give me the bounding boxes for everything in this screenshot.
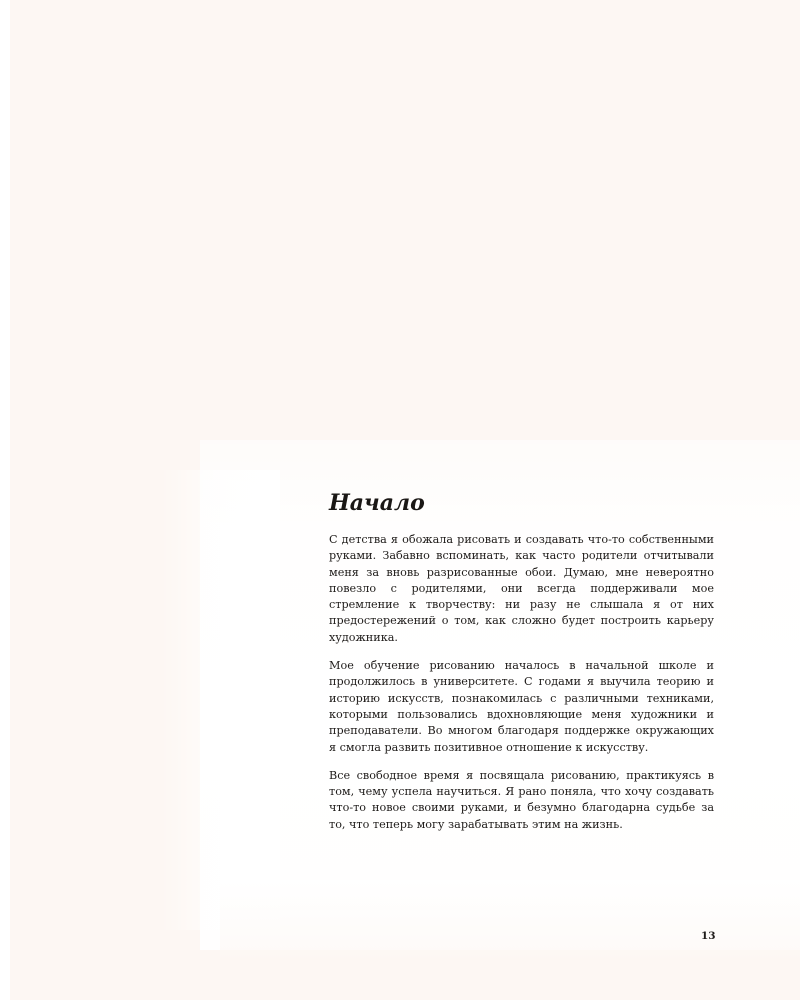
text-block	[329, 488, 714, 845]
paint-wash-bottom	[220, 880, 800, 960]
paragraph-3: Все свободное время я посвящала рисованию, практикуясь в том, чему успела научиться. Я рано поняла, что хочу создавать что-то новое своими руками, и безумно благодарна судьбе за то, что теперь могу зарабатывать этим на жизнь.	[329, 768, 714, 831]
paragraph-2: Мое обучение рисованию началось в начальной школе и продолжилось в университете. С годами я выучила теорию и историю искусств, познакомилась с различными техниками, которыми пользовались вдохновляющие меня художники и преподаватели. Во многом благодаря поддержке окружающих я смогла развить позитивное отношение к искусству.	[329, 659, 714, 754]
page-number: 13	[701, 930, 716, 942]
paragraph-1: С детства я обожала рисовать и создавать что-то собственными руками. Забавно вспоминать, как часто родители отчитывали меня за вновь разрисованные обои. Думаю, мне невероятно повезло с родителями, они всегда поддерживали мое стремление к творчеству: ни разу не слышала я от них предостережений о том, как сложно будет построить карьеру художника.	[329, 533, 714, 644]
chapter-heading: Начало	[329, 490, 425, 516]
paint-wash-edge	[160, 470, 280, 930]
